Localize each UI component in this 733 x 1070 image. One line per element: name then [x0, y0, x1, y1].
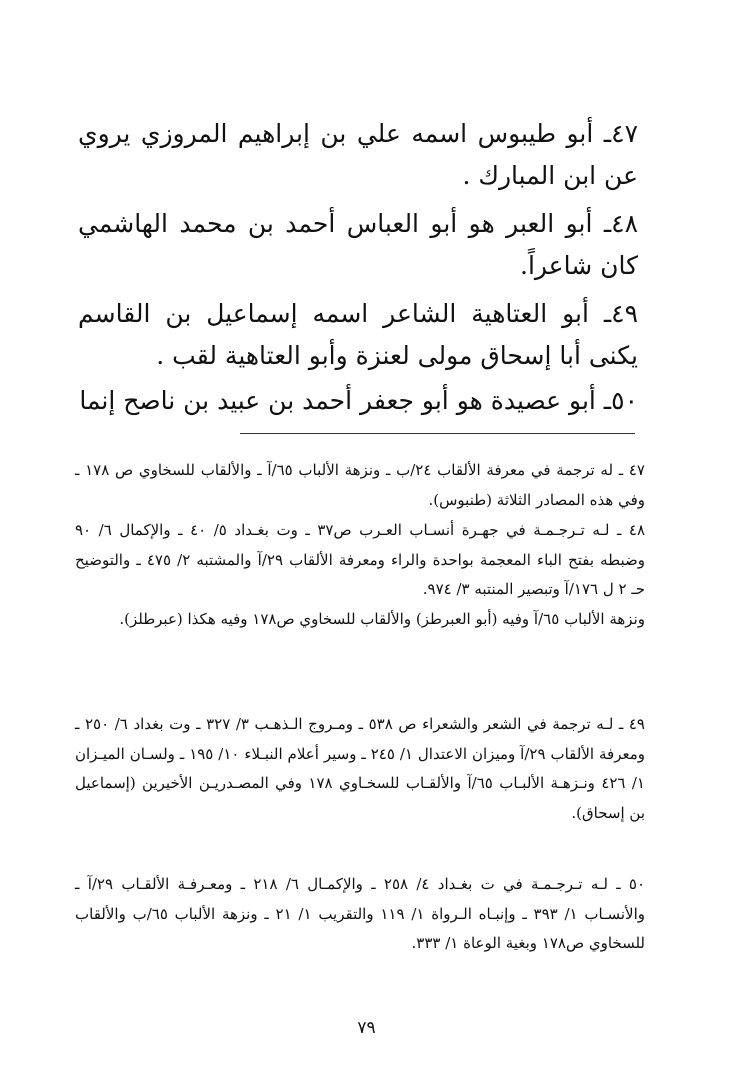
entry-50: ٥٠ـ أبو عصيدة هو أبو جعفر أحمد بن عبيد بن ناصح إنما [79, 386, 638, 415]
footnote-48-main: ٤٨ ـ لـه تـرجـمـة في جهـرة أنسـاب العـرب ص٣٧ ـ وت بغـداد ٥/ ٤٠ ـ والإكمال ٦/ ٩٠ وضبطه بفتح الباء المعجمة بواحدة والراء ومعرفة الألقاب ٢٩/آ والمشتبه ٢/ ٤٧٥ ـ والتوضيح حـ ٢ ل ١٧٦/آ وتبصير المنتبه ٣/ ٩٧٤. [75, 521, 646, 598]
entry-48: ٤٨ـ أبو العبر هو أبو العباس أحمد بن محمد الهاشمي كان شاعراً. [78, 209, 638, 280]
footnote-49: ٤٩ ـ لـه ترجمة في الشعر والشعراء ص ٥٣٨ ـ ومـروج الـذهـب ٣/ ٣٢٧ ـ وت بغداد ٦/ ٢٥٠ ـ ومعرفة الألقاب ٢٩/آ وميزان الاعتدال ١/ ٢٤٥ ـ وسير أعلام النبـلاء ١٠/ ١٩٥ ـ ولسـان الميـزان ١/ ٤٢٦ ونـزهـة الألبـاب ٦٥/آ والألقـاب للسخـاوي ١٧٨ وفي المصـدريـن الأخيرين (إسماعيل بن إسحاق). [75, 715, 645, 822]
footnote-separator [240, 433, 635, 434]
footnote-47: ٤٧ ـ له ترجمة في معرفة الألقاب ٢٤/ب ـ ونزهة الألباب ٦٥/آ ـ والألقاب للسخاوي ص ١٧٨ ـ وفي هذه المصادر الثلاثة (طنبوس). [75, 461, 645, 509]
entry-47: ٤٧ـ أبو طيبوس اسمه علي بن إبراهيم المروزي يروي عن ابن المبارك . [78, 119, 638, 190]
footnote-48-extra: ونزهة الألباب ٦٥/آ وفيه (أبو العبرطز) والألقاب للسخاوي ص١٧٨ وفيه هكذا (عبرطلز). [119, 609, 645, 628]
footnote-50: ٥٠ ـ لـه تـرجـمـة في ت بغـداد ٤/ ٢٥٨ ـ والإكمـال ٦/ ٢١٨ ـ ومعـرفـة الألقـاب ٢٩/آ ـ والأنسـاب ١/ ٣٩٣ ـ وإنبـاه الـرواة ١/ ١١٩ والتقريب ١/ ٢١ ـ ونزهة الألباب ٦٥/ب والألقاب للسخاوي ص١٧٨ وبغية الوعاة ١/ ٣٣٣. [75, 875, 646, 952]
entry-49: ٤٩ـ أبو العتاهية الشاعر اسمه إسماعيل بن القاسم يكنى أبا إسحاق مولى لعنزة وأبو العتاهية لقب . [78, 299, 638, 370]
page-number: ٧٩ [357, 1018, 376, 1038]
footnote-48 [75, 516, 645, 634]
